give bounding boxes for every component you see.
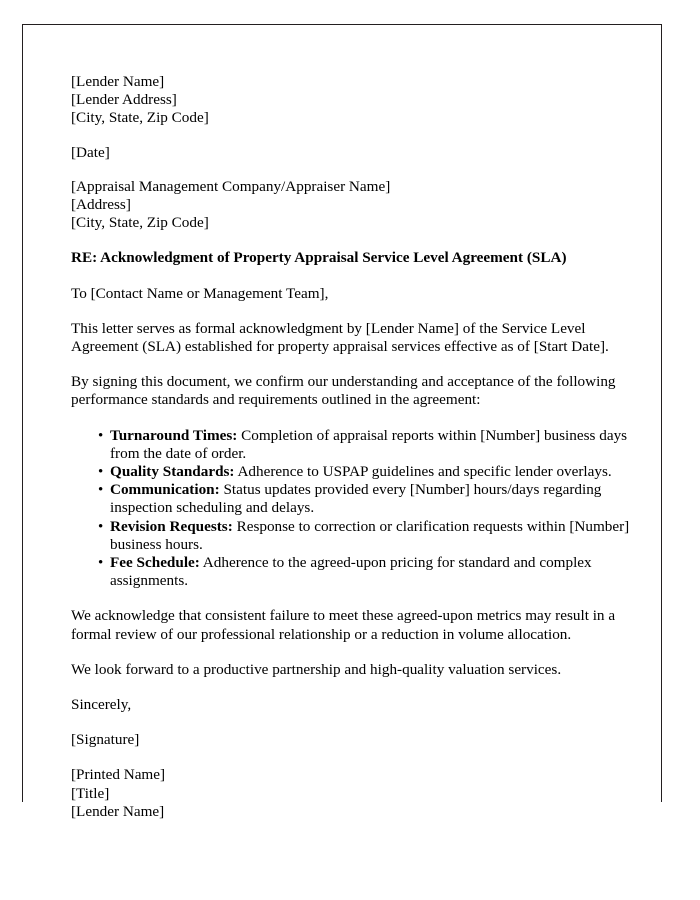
list-item bbox=[110, 481, 646, 517]
requirement-description: Status updates provided every [Number] hours/days regarding inspection scheduling and delays. bbox=[110, 481, 602, 517]
spacer bbox=[71, 356, 646, 373]
letter-body bbox=[71, 73, 646, 821]
spacer bbox=[71, 162, 646, 178]
subject-line: RE: Acknowledgment of Property Appraisal Service Level Agreement (SLA) bbox=[71, 249, 567, 267]
spacer bbox=[71, 749, 646, 766]
requirement-term: Quality Standards: bbox=[110, 463, 235, 481]
spacer bbox=[71, 303, 646, 320]
sender-address-line: [Lender Address] bbox=[71, 91, 177, 109]
list-item bbox=[110, 463, 646, 481]
requirement-description: Adherence to the agreed-upon pricing for standard and complex assignments. bbox=[110, 554, 592, 590]
spacer bbox=[71, 644, 646, 661]
requirement-description: Completion of appraisal reports within [Number] business days from the date of order. bbox=[110, 426, 628, 462]
recipient-address-line: [Appraisal Management Company/Appraiser Name] bbox=[71, 177, 391, 195]
spacer bbox=[71, 232, 646, 249]
requirement-description: Adherence to USPAP guidelines and specific lender overlays. bbox=[234, 463, 612, 481]
list-item bbox=[110, 427, 646, 463]
requirement-term: Fee Schedule: bbox=[110, 554, 200, 572]
salutation: To [Contact Name or Management Team], bbox=[71, 284, 329, 302]
sender-address-line: [Lender Name] bbox=[71, 73, 165, 90]
date-line: [Date] bbox=[71, 143, 110, 161]
signature-block-line: [Title] bbox=[71, 784, 110, 802]
spacer bbox=[71, 410, 646, 427]
list-item bbox=[110, 554, 646, 590]
requirements-list bbox=[71, 427, 646, 591]
sender-address-line: [City, State, Zip Code] bbox=[71, 109, 209, 127]
spacer bbox=[71, 590, 646, 607]
spacer bbox=[71, 268, 646, 285]
spacer bbox=[71, 714, 646, 731]
requirement-term: Turnaround Times: bbox=[110, 426, 238, 444]
recipient-address-line: [City, State, Zip Code] bbox=[71, 214, 209, 232]
sender-address-block bbox=[71, 73, 646, 128]
requirement-term: Revision Requests: bbox=[110, 517, 233, 535]
signature-placeholder: [Signature] bbox=[71, 731, 140, 749]
recipient-address-line: [Address] bbox=[71, 196, 131, 214]
spacer bbox=[71, 679, 646, 696]
requirement-description: Response to correction or clarification requests within [Number] business hours. bbox=[110, 517, 630, 553]
lead-in-paragraph: By signing this document, we confirm our understanding and acceptance of the following performance standards and requirements outlined in the agreement: bbox=[71, 373, 616, 409]
closing-paragraph: We look forward to a productive partnership and high-quality valuation services. bbox=[71, 660, 562, 678]
recipient-address-block bbox=[71, 178, 646, 233]
list-item bbox=[110, 518, 646, 554]
signature-block-line: [Printed Name] bbox=[71, 766, 166, 784]
sign-off: Sincerely, bbox=[71, 696, 132, 714]
requirement-term: Communication: bbox=[110, 481, 220, 499]
signature-block-line: [Lender Name] bbox=[71, 802, 165, 820]
spacer bbox=[71, 128, 646, 144]
date-block bbox=[71, 144, 646, 162]
intro-paragraph: This letter serves as formal acknowledgment by [Lender Name] of the Service Level Agreement (SLA) established for property appraisal services effective as of [Start Date]. bbox=[71, 319, 609, 356]
consequences-paragraph: We acknowledge that consistent failure to meet these agreed-upon metrics may result in a formal review of our professional relationship or a reduction in volume allocation. bbox=[71, 607, 616, 643]
document-page-frame bbox=[22, 24, 662, 820]
signature-block bbox=[71, 766, 646, 821]
